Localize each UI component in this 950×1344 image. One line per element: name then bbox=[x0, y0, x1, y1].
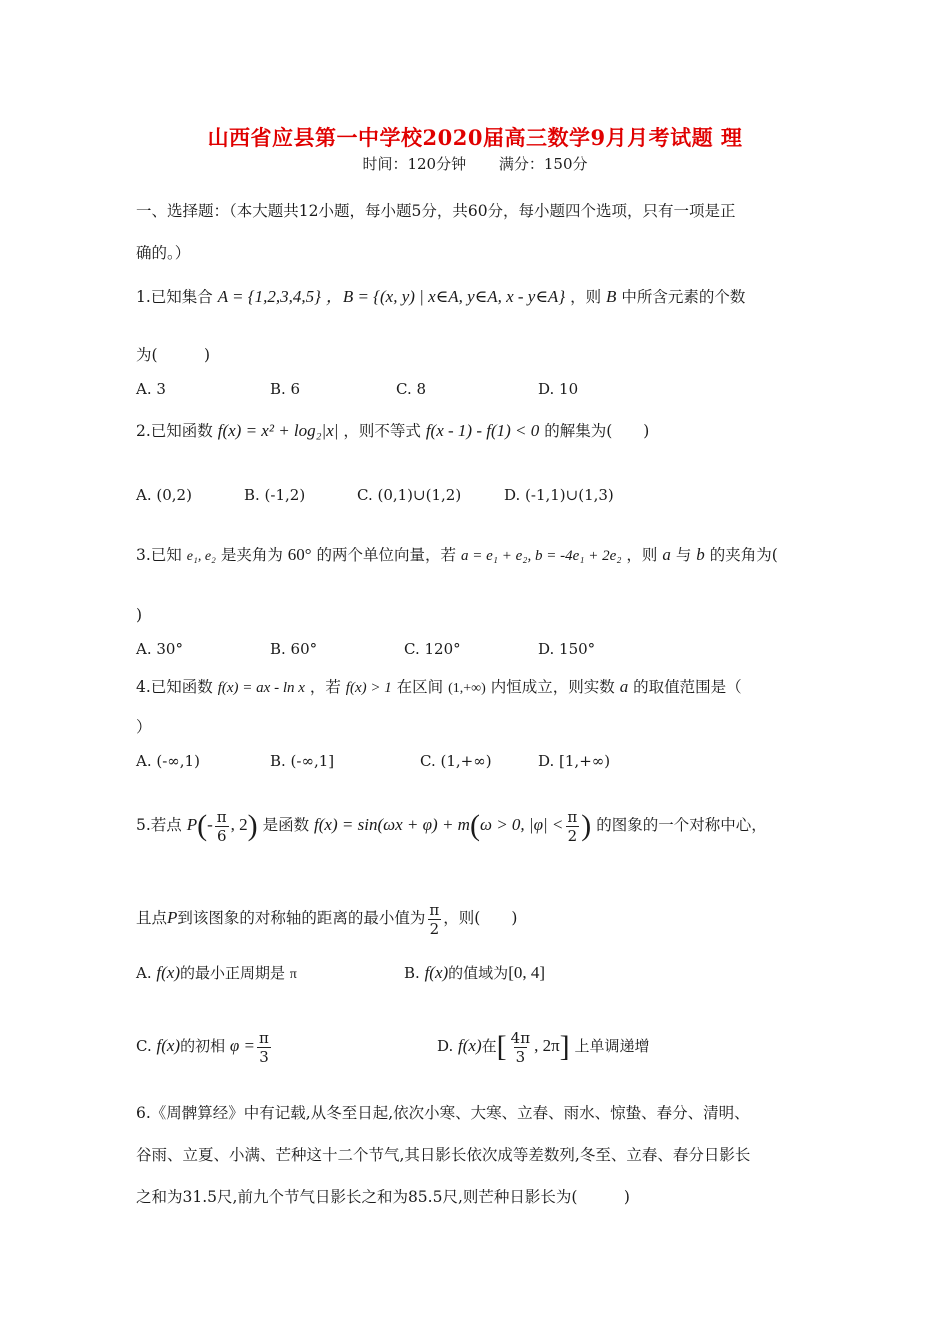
q2-inequality: f(x - 1) - f(1) < 0 bbox=[425, 421, 540, 440]
q2-option-d: D. (-1,1)∪(1,3) bbox=[504, 486, 614, 504]
q5-option-a: A. f(x)的最小正周期是 π bbox=[136, 963, 297, 982]
exam-time: 时间：120分钟 bbox=[362, 155, 467, 173]
set-a: A = {1,2,3,4,5} bbox=[217, 287, 321, 306]
set-b: ，B = {(x, y) | x∈A, y∈A, x - y∈A} bbox=[325, 287, 566, 306]
section-heading-cont: 确的。） bbox=[136, 244, 191, 262]
q4-option-b: B. (-∞,1] bbox=[270, 752, 335, 770]
question-5-cont: 且点P到该图象的对称轴的距离的最小值为 $\frac{\pi}{2}$ ，则( ) bbox=[136, 900, 518, 938]
q4-function: f(x) = ax - ln x bbox=[217, 680, 305, 696]
q4-option-d: D. [1,+∞) bbox=[538, 752, 611, 770]
question-2: 2.已知函数 f(x) = x² + log₂|x| ，则不等式 f(x - 1) - f(1) < 0 的解集为( ) bbox=[136, 421, 650, 440]
q3-option-c: C. 120° bbox=[404, 640, 461, 658]
q4-option-a: A. (-∞,1) bbox=[136, 752, 200, 770]
question-1: 1.已知集合 A = {1,2,3,4,5} ，B = {(x, y) | x∈A, y∈A, x - y∈A} ，则 B 中所含元素的个数 bbox=[136, 287, 746, 306]
q2-option-c: C. (0,1)∪(1,2) bbox=[357, 486, 462, 504]
exam-score: 满分：150分 bbox=[498, 155, 588, 173]
question-3-cont: ) bbox=[136, 606, 143, 624]
question-6-cont1: 谷雨、立夏、小满、芒种这十二个节气,其日影长依次成等差数列,冬至、立春、春分日影长 bbox=[136, 1146, 751, 1164]
q2-function: f(x) = x² + log₂|x| bbox=[217, 421, 339, 440]
q1-option-c: C. 8 bbox=[396, 380, 427, 398]
question-6: 6.《周髀算经》中有记载,从冬至日起,依次小寒、大寒、立春、雨水、惊蛰、春分、清明、 bbox=[136, 1104, 750, 1122]
q3-option-d: D. 150° bbox=[538, 640, 596, 658]
q4-option-c: C. (1,+∞) bbox=[420, 752, 492, 770]
q5-option-d: D. f(x)在[ $\frac{4\pi}{3}$ , 2π] 上单调递增 bbox=[437, 1028, 650, 1066]
q3-vectors: e₁, e₂ bbox=[186, 549, 216, 564]
q5-option-b: B. f(x)的值域为[0, 4] bbox=[404, 963, 546, 982]
exam-subtitle bbox=[0, 153, 950, 174]
section-heading: 一、选择题：（本大题共12小题，每小题5分，共60分，每小题四个选项，只有一项是正 bbox=[136, 202, 736, 220]
q2-option-a: A. (0,2) bbox=[136, 486, 192, 504]
question-1-cont: 为( ) bbox=[136, 346, 211, 364]
question-5: 5.若点 P(- $\frac{\pi}{6}$ , 2) 是函数 f(x) = sin(ωx + φ) + m(ω > 0, |φ| < $\frac{\pi}{2}$ ) 的图象的一个对称中心， bbox=[136, 807, 767, 845]
question-6-cont2: 之和为31.5尺,前九个节气日影长之和为85.5尺,则芒种日影长为( ) bbox=[136, 1188, 630, 1206]
q5-option-c: C. f(x)的初相 φ = $\frac{\pi}{3}$ bbox=[136, 1028, 269, 1066]
exam-title: 山西省应县第一中学校2020届高三数学9月月考试题 理 bbox=[207, 125, 743, 150]
question-3: 3.已知 e₁, e₂ 是夹角为 60° 的两个单位向量，若 a = e₁ + e₂, b = -4e₁ + 2e₂ ，则 a 与 b 的夹角为( bbox=[136, 545, 778, 564]
q2-option-b: B. (-1,2) bbox=[244, 486, 306, 504]
q3-option-a: A. 30° bbox=[136, 640, 183, 658]
q1-option-b: B. 6 bbox=[270, 380, 301, 398]
question-4: 4.已知函数 f(x) = ax - ln x ，若 f(x) > 1 在区间 (1,+∞) 内恒成立，则实数 a 的取值范围是（ bbox=[136, 677, 742, 696]
question-4-cont: ） bbox=[136, 718, 152, 736]
q3-option-b: B. 60° bbox=[270, 640, 318, 658]
q3-definition: a = e₁ + e₂, b = -4e₁ + 2e₂ bbox=[461, 548, 622, 564]
q1-option-a: A. 3 bbox=[136, 380, 166, 398]
q5-function: f(x) = sin(ωx + φ) + m bbox=[314, 815, 470, 834]
q1-option-d: D. 10 bbox=[538, 380, 579, 398]
